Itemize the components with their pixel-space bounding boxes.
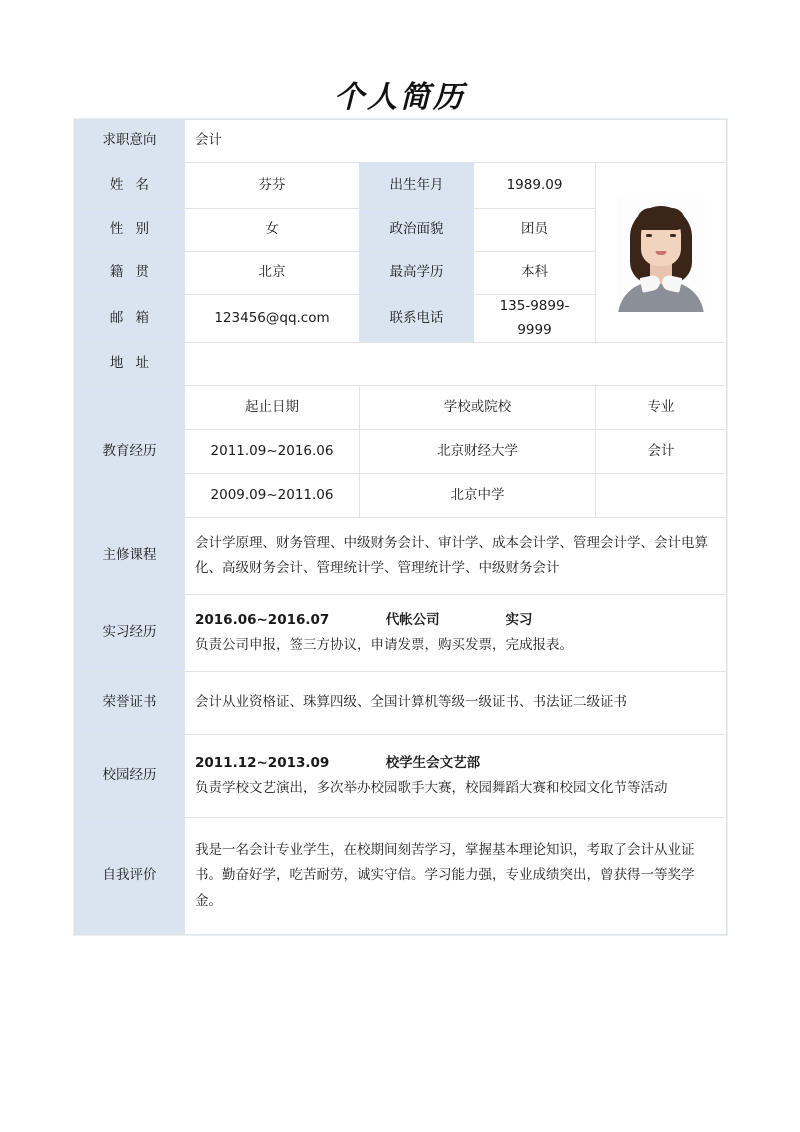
table-row-internship: [75, 595, 727, 672]
courses-label: 主修课程: [75, 518, 185, 595]
education-level-value: 本科: [474, 252, 596, 295]
honors-value: [185, 672, 727, 735]
campus-label: 校园经历: [75, 735, 185, 818]
table-row-campus: [75, 735, 727, 818]
hometown-value: 北京: [185, 252, 360, 295]
address-value: [185, 343, 727, 386]
gender-label: 性别: [75, 209, 185, 252]
gender-value: 女: [185, 209, 360, 252]
campus-headline: 2011.12~2013.09 校学生会文艺部: [195, 755, 481, 772]
table-row-self-evaluation: [75, 818, 727, 935]
photo-cell: [596, 163, 727, 343]
birth-label: 出生年月: [360, 163, 474, 209]
portrait-eye-right: [670, 234, 676, 237]
campus-value: [185, 735, 727, 818]
self-evaluation-value: [185, 818, 727, 935]
objective-value: 会计: [185, 120, 727, 163]
self-evaluation-text: 我是一名会计专业学生，在校期间刻苦学习，掌握基本理论知识，考取了会计从业证书。勤奋好学，吃苦耐劳，诚实守信。学习能力强，专业成绩突出，曾获得一等奖学金。: [195, 841, 695, 910]
table-row-objective: [75, 120, 727, 163]
name-value: 芬芬: [185, 163, 360, 209]
hometown-label: 籍贯: [75, 252, 185, 295]
honors-text: 会计从业资格证、珠算四级、全国计算机等级一级证书、书法证二级证书: [195, 694, 627, 711]
page-title: 个人简历: [334, 80, 466, 115]
email-label: 邮箱: [75, 295, 185, 343]
political-value: 团员: [474, 209, 596, 252]
portrait-fringe: [637, 208, 685, 230]
portrait-shoulders: [618, 282, 704, 312]
education-header-date: 起止日期: [185, 386, 360, 430]
education-date: 2011.09~2016.06: [185, 430, 360, 474]
table-row-address: [75, 343, 727, 386]
education-level-label: 最高学历: [360, 252, 474, 295]
education-school: 北京财经大学: [360, 430, 596, 474]
internship-headline: 2016.06~2016.07 代帐公司 实习: [195, 612, 533, 629]
birth-value: 1989.09: [474, 163, 596, 209]
education-major: [596, 474, 727, 518]
education-header-major: 专业: [596, 386, 727, 430]
political-label: 政治面貌: [360, 209, 474, 252]
resume-table: [74, 119, 727, 935]
education-school: 北京中学: [360, 474, 596, 518]
table-row-name: [75, 163, 727, 209]
honors-label: 荣誉证书: [75, 672, 185, 735]
internship-label: 实习经历: [75, 595, 185, 672]
education-label: 教育经历: [75, 386, 185, 518]
phone-value: 135-9899-9999: [474, 295, 596, 343]
education-major: 会计: [596, 430, 727, 474]
courses-value: [185, 518, 727, 595]
address-label: 地址: [75, 343, 185, 386]
objective-label: 求职意向: [75, 120, 185, 163]
email-value: 123456@qq.com: [185, 295, 360, 343]
internship-value: [185, 595, 727, 672]
education-date: 2009.09~2011.06: [185, 474, 360, 518]
name-label: 姓名: [75, 163, 185, 209]
phone-label: 联系电话: [360, 295, 474, 343]
table-row-honors: [75, 672, 727, 735]
portrait-photo: [617, 194, 705, 312]
campus-body: 负责学校文艺演出，多次举办校园歌手大赛，校园舞蹈大赛和校园文化节等活动: [195, 779, 668, 796]
table-row-education-header: [75, 386, 727, 430]
portrait-eye-left: [646, 234, 652, 237]
table-row-courses: [75, 518, 727, 595]
internship-body: 负责公司申报，签三方协议，申请发票，购买发票，完成报表。: [195, 636, 573, 653]
courses-text: 会计学原理、财务管理、中级财务会计、审计学、成本会计学、管理会计学、会计电算化、高级财务会计、管理统计学、管理统计学、中级财务会计: [195, 534, 708, 577]
education-header-school: 学校或院校: [360, 386, 596, 430]
self-evaluation-label: 自我评价: [75, 818, 185, 935]
